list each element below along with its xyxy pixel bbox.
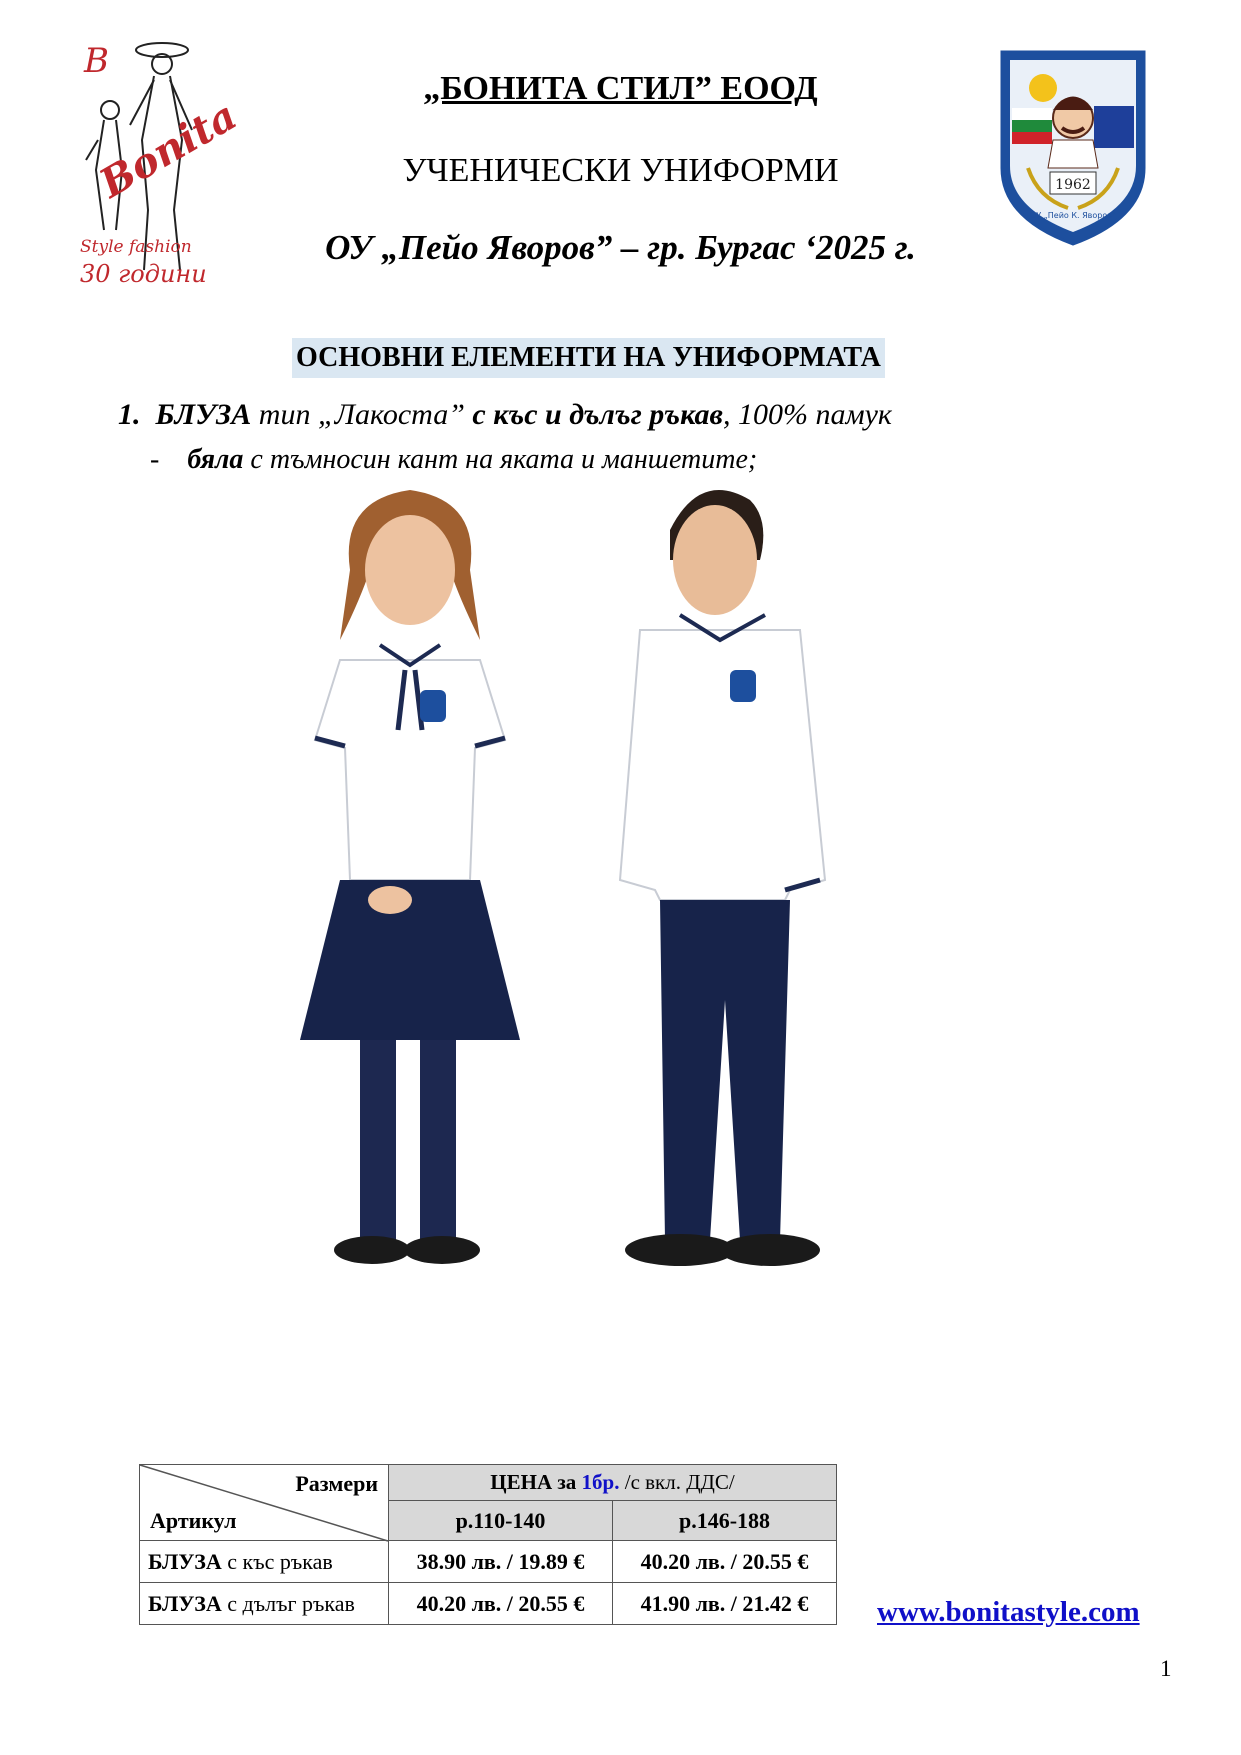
table-diagonal-header xyxy=(140,1465,389,1541)
price-header: ЦЕНА за 1бр. /с вкл. ДДС/ xyxy=(389,1465,837,1501)
item-1-line xyxy=(118,398,892,432)
svg-text:B: B xyxy=(84,41,109,81)
girl-figure xyxy=(300,490,520,1264)
page-number: 1 xyxy=(1160,1656,1172,1681)
row-price-b: 41.90 лв. / 21.42 € xyxy=(613,1583,837,1625)
school-title: ОУ „Пейо Яворов” – гр. Бургас ‘2025 г. xyxy=(325,228,916,267)
document-subtitle: УЧЕНИЧЕСКИ УНИФОРМИ xyxy=(402,152,839,189)
crest-year: 1962 xyxy=(1055,177,1091,193)
crest-ring-text: ОУ „Пейо К. Яворов” xyxy=(1029,211,1117,220)
row-article: БЛУЗА с къс ръкав xyxy=(140,1541,389,1583)
row-article: БЛУЗА с дълъг ръкав xyxy=(140,1583,389,1625)
row-price-b: 40.20 лв. / 20.55 € xyxy=(613,1541,837,1583)
company-name: „БОНИТА СТИЛ” ЕООД xyxy=(423,70,818,107)
item-1-material: , 100% памук xyxy=(722,398,892,431)
price-table xyxy=(139,1464,837,1625)
item-1-detail: с тъмносин кант на яката и маншетите; xyxy=(250,444,758,475)
uniform-photo xyxy=(280,480,960,1440)
logo-brand-text: Bonita xyxy=(91,92,245,208)
section-heading: ОСНОВНИ ЕЛЕМЕНТИ НА УНИФОРМАТА xyxy=(292,338,885,378)
item-1-type: тип „Лакоста” xyxy=(258,398,465,431)
item-1-number: 1. xyxy=(118,398,141,431)
item-1-subline xyxy=(150,444,757,476)
logo-tagline: Style fashion xyxy=(80,237,192,257)
website-link[interactable]: www.bonitastyle.com xyxy=(877,1596,1140,1628)
header-sizes: Размери xyxy=(295,1471,378,1496)
header-article: Артикул xyxy=(150,1508,237,1533)
row-price-a: 38.90 лв. / 19.89 € xyxy=(389,1541,613,1583)
item-1-dash: - xyxy=(150,444,160,475)
size-header-a: р.110-140 xyxy=(389,1501,613,1541)
item-1-sleeves: с къс и дълъг ръкав xyxy=(472,398,723,431)
logo-years: 30 години xyxy=(80,260,207,288)
item-1-color: бяла xyxy=(187,444,244,475)
size-header-b: р.146-188 xyxy=(613,1501,837,1541)
table-row xyxy=(140,1541,837,1583)
boy-figure xyxy=(620,490,825,1266)
item-1-name: БЛУЗА xyxy=(155,398,252,431)
row-price-a: 40.20 лв. / 20.55 € xyxy=(389,1583,613,1625)
table-row xyxy=(140,1583,837,1625)
